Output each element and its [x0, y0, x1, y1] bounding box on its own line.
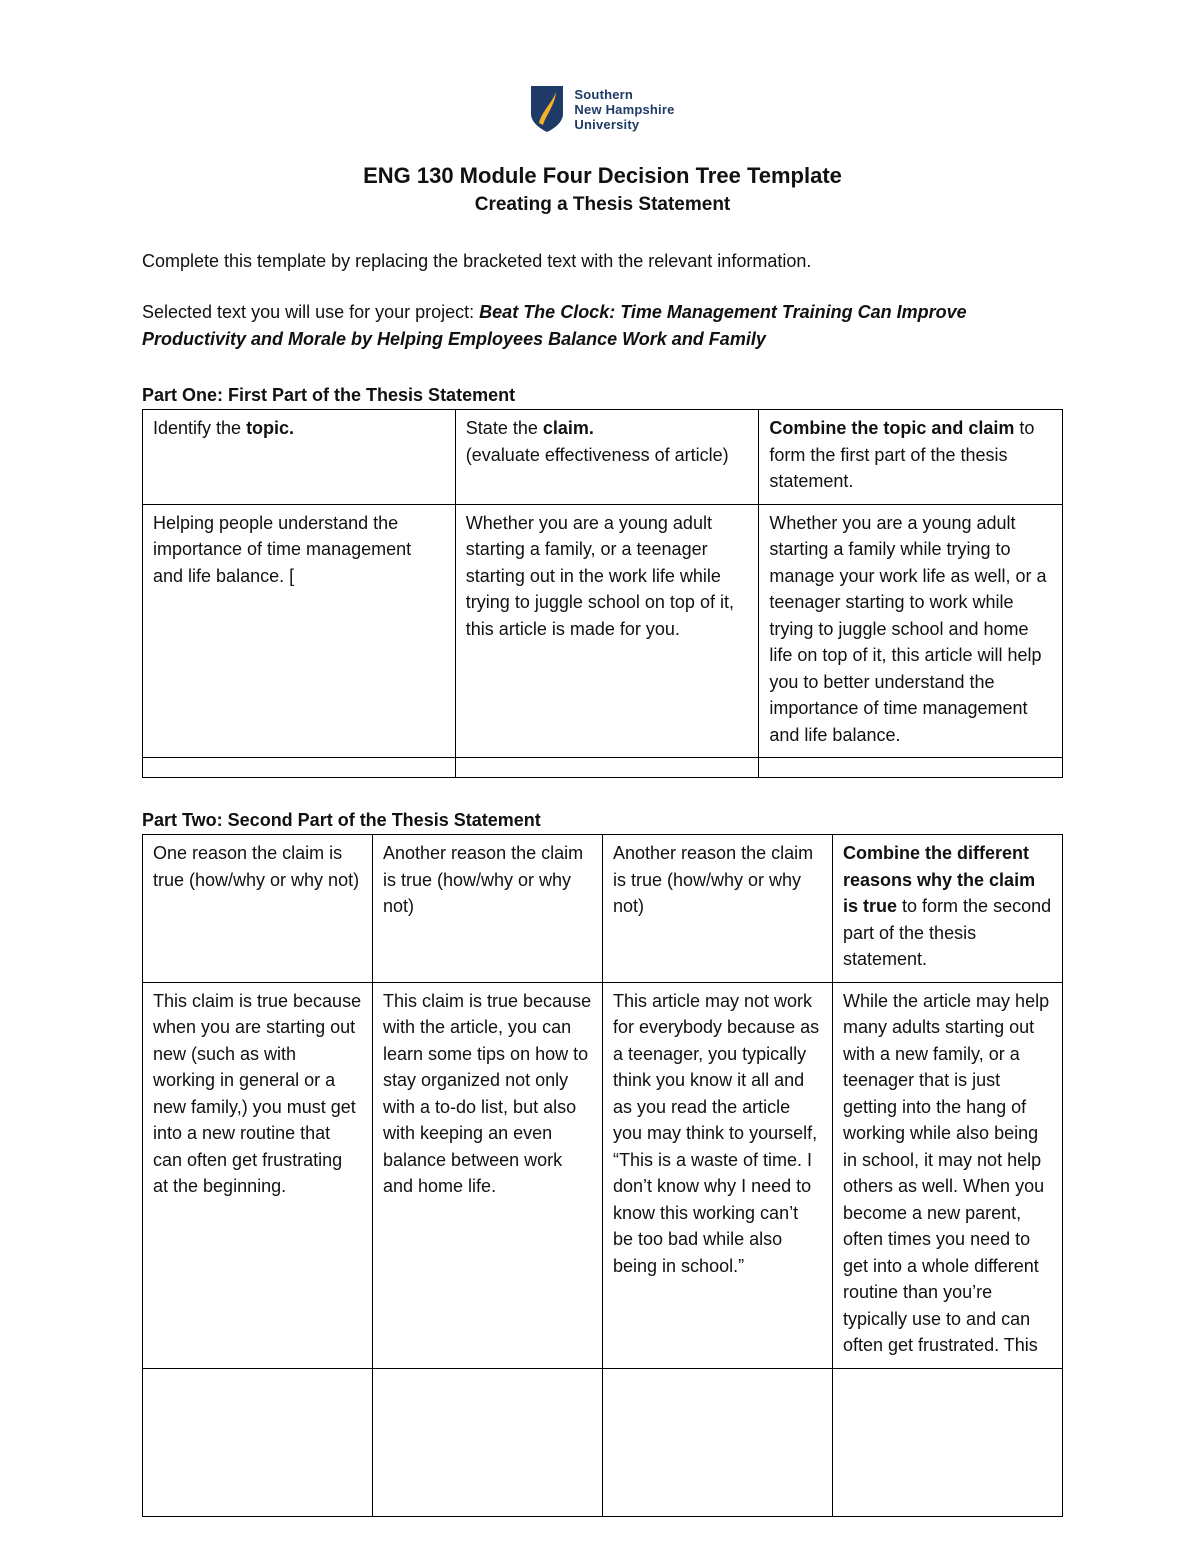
part-two-table [142, 834, 1063, 1517]
part-one-header-row [143, 410, 1063, 505]
logo-line-1: Southern [574, 86, 634, 102]
empty-cell [759, 758, 1063, 778]
part-one-header-topic [143, 410, 456, 505]
header-bold-text: Combine the different reasons why the claim is true [843, 843, 1036, 916]
instructions-paragraph: Complete this template by replacing the bracketed text with the relevant information. [142, 251, 812, 271]
selected-text-label: Selected text you will use for your project: [142, 302, 480, 322]
header-subtext: (evaluate effectiveness of article) [465, 444, 729, 465]
part-one-claim-cell: Whether you are a young adult starting a family, or a teenager starting out in the work life while trying to juggle school on top of it, this article is made for you. [455, 504, 759, 758]
empty-cell [373, 1368, 603, 1516]
part-two-reason-3-cell: This article may not work for everybody because as a teenager, you typically think you know it all and as you read the article you may think to yourself, “This is a waste of time. I don’t know why I need to know this working can’t be too bad while also being in school.” [603, 982, 833, 1368]
part-two-header-reason-1 [143, 835, 373, 983]
logo-line-3: University [574, 116, 640, 132]
header-text: Another reason the claim is true (how/why or why not) [383, 843, 584, 916]
part-two-empty-row [143, 1368, 1063, 1516]
part-two-reason-2-cell: This claim is true because with the article, you can learn some tips on how to stay organized not only with a to-do list, but also with keeping an even balance between work and home life. [373, 982, 603, 1368]
header-text: State the [465, 418, 543, 438]
part-one-empty-row [143, 758, 1063, 778]
part-two-content-row [143, 982, 1063, 1368]
part-two-combined-cell: While the article may help many adults starting out with a new family, or a teenager that is just getting into the hang of working while also being in school, it may not help others as well. When you become a new parent, often times you need to get into a whole different routine than you’re typically use to and can often get frustrated. This [833, 982, 1063, 1368]
part-one-heading: Part One: First Part of the Thesis Statement [142, 385, 516, 405]
part-one-combined-cell: Whether you are a young adult starting a family while trying to manage your work life as well, or a teenager starting to work while trying to juggle school and home life on top of it, this article will help you to better understand the importance of time management and life balance. [759, 504, 1063, 758]
empty-cell [833, 1368, 1063, 1516]
document-title: ENG 130 Module Four Decision Tree Template [363, 163, 842, 188]
header-text: One reason the claim is true (how/why or why not) [153, 843, 360, 890]
part-two-reason-1-cell: This claim is true because when you are starting out new (such as with working in general or a new family,) you must get into a new routine that can often get frustrating at the beginning. [143, 982, 373, 1368]
header-text: to form the first part of the thesis statement. [769, 418, 1035, 491]
snhu-logo [142, 85, 1063, 133]
part-two-heading: Part Two: Second Part of the Thesis Statement [142, 810, 541, 830]
selected-text-paragraph [142, 299, 1063, 353]
header-text: Another reason the claim is true (how/why or why not) [613, 843, 814, 916]
logo-line-2: New Hampshire [574, 101, 675, 117]
part-two-header-row [143, 835, 1063, 983]
part-two-header-reason-2 [373, 835, 603, 983]
document-subtitle: Creating a Thesis Statement [474, 194, 731, 215]
empty-cell [143, 1368, 373, 1516]
header-bold-text: claim. [542, 418, 594, 438]
selected-text-title: Beat The Clock: Time Management Training Can Improve Productivity and Morale by Helping Employees Balance Work and Family [142, 302, 967, 349]
empty-cell [455, 758, 759, 778]
snhu-logo-text [574, 87, 674, 132]
part-one-topic-cell: Helping people understand the importance of time management and life balance. [ [143, 504, 456, 758]
part-two-header-reason-3 [603, 835, 833, 983]
part-one-header-combine [759, 410, 1063, 505]
part-one-header-claim [455, 410, 759, 505]
header-text: Identify the [153, 418, 247, 438]
header-bold-text: Combine the topic and claim [769, 418, 1015, 438]
part-two-header-combine [833, 835, 1063, 983]
empty-cell [603, 1368, 833, 1516]
snhu-shield-icon [530, 85, 564, 133]
empty-cell [143, 758, 456, 778]
part-one-content-row [143, 504, 1063, 758]
header-text: to form the second part of the thesis statement. [843, 896, 1052, 969]
header-bold-text: topic. [246, 418, 295, 438]
part-one-table [142, 409, 1063, 778]
